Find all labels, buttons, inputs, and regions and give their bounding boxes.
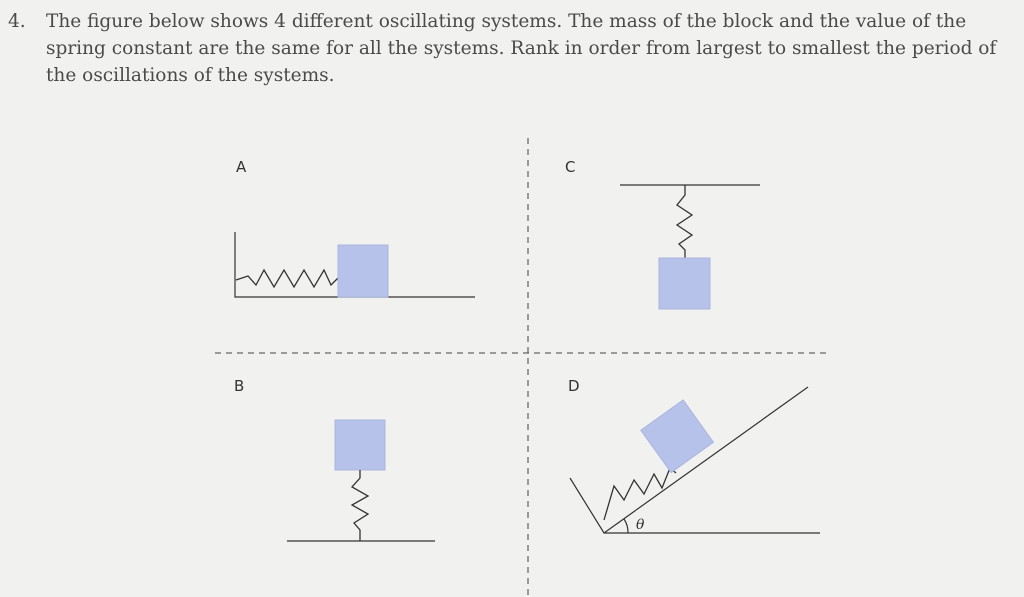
panel-c bbox=[565, 158, 760, 309]
panel-b bbox=[234, 377, 435, 541]
panel-b-spring bbox=[352, 470, 368, 541]
panel-a-label: A bbox=[236, 158, 247, 176]
panel-c-label: C bbox=[565, 158, 576, 176]
panel-d-block bbox=[641, 400, 714, 473]
panel-c-spring bbox=[677, 185, 692, 258]
panel-b-block bbox=[335, 420, 385, 470]
question-text: The figure below shows 4 different oscillating systems. The mass of the block and the value of the spring constant are the same for all the systems. Rank in order from largest to smallest the period of the oscillations of the systems. bbox=[46, 11, 997, 86]
panel-d-incline bbox=[604, 387, 808, 533]
panel-a-spring bbox=[236, 270, 338, 287]
panel-d-angle-label: θ bbox=[636, 517, 645, 533]
panel-d-label: D bbox=[568, 377, 580, 395]
panel-d-wall-floor bbox=[570, 478, 820, 533]
panel-d-spring bbox=[604, 468, 676, 520]
panel-a-block bbox=[338, 245, 388, 297]
panel-b-label: B bbox=[234, 377, 245, 395]
panel-a bbox=[235, 158, 475, 297]
panel-d bbox=[568, 377, 820, 533]
panel-d-angle-arc bbox=[624, 519, 628, 533]
question-number: 4. bbox=[8, 11, 26, 32]
panel-c-block bbox=[659, 258, 710, 309]
